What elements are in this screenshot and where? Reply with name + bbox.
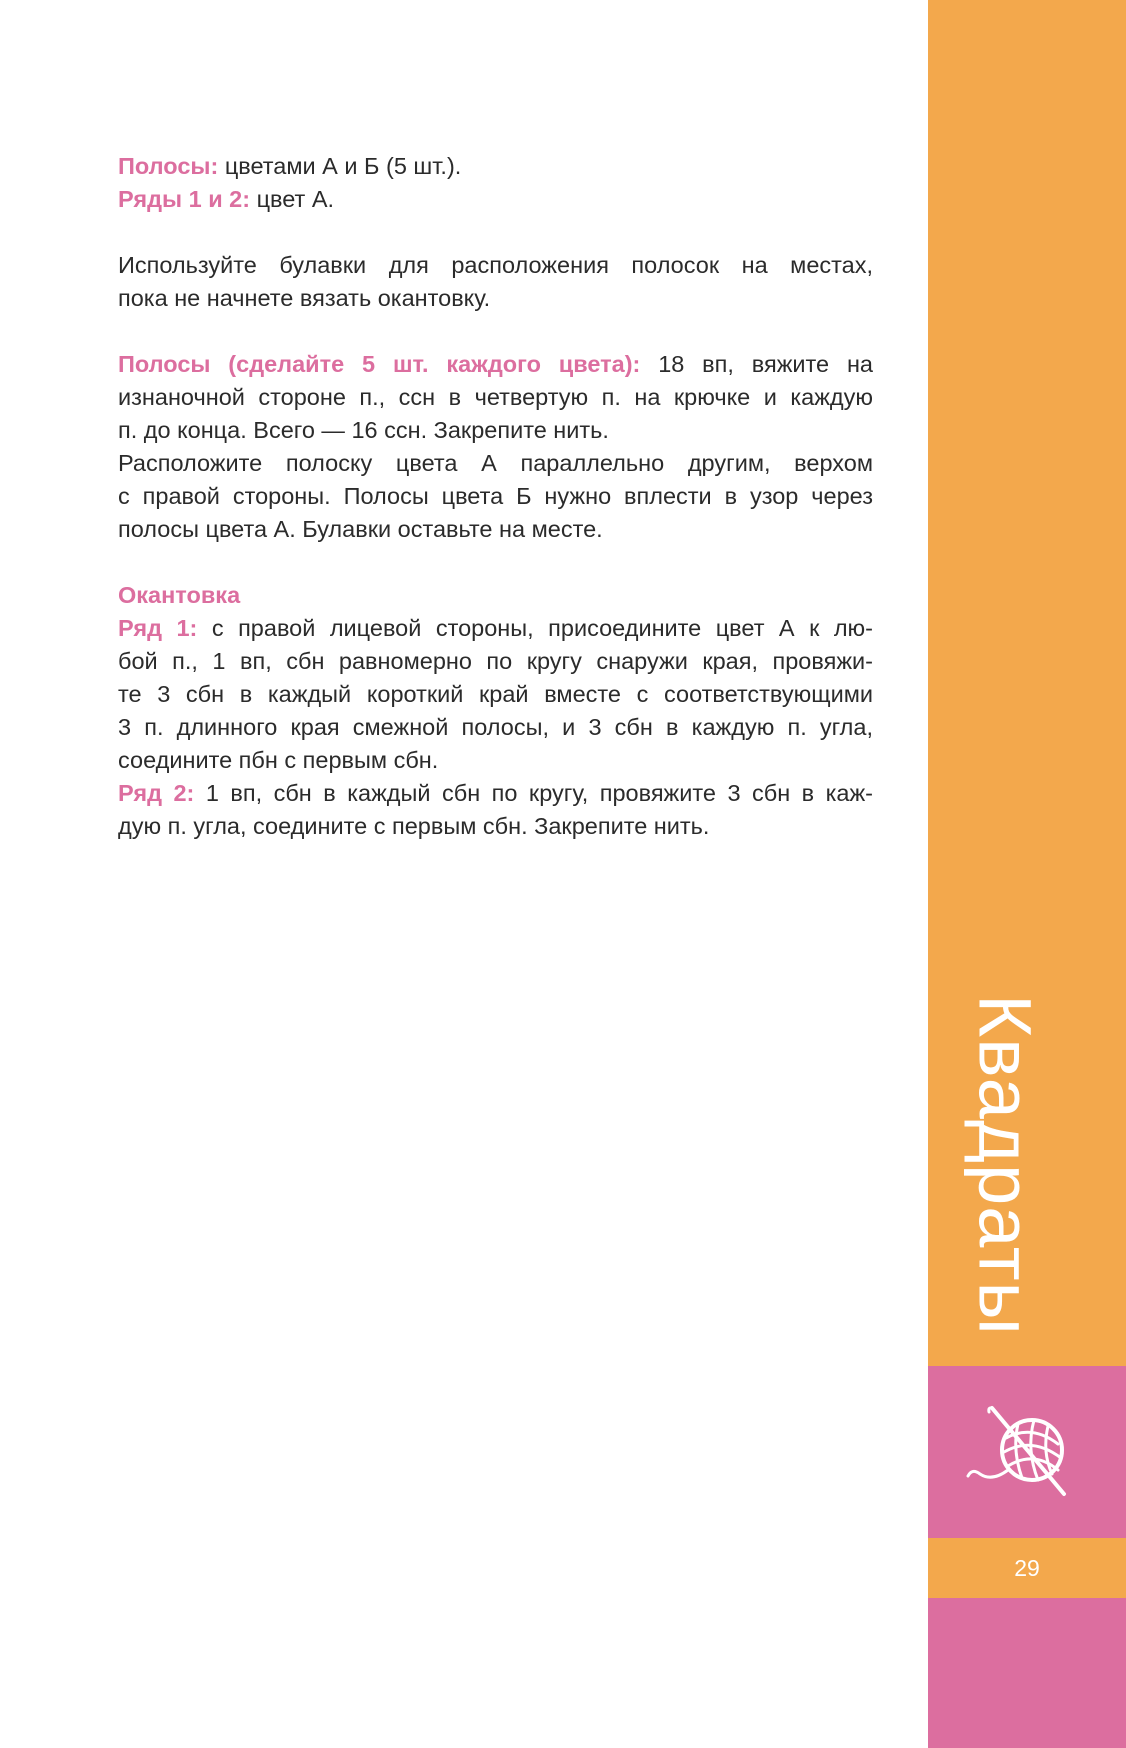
text-strips: цветами А и Б (5 шт.). <box>218 153 462 179</box>
sidebar-pink-bottom <box>928 1598 1126 1748</box>
main-text <box>118 150 873 843</box>
text-line: с правой лицевой стороны, присоедините цвет А к лю- <box>197 615 874 641</box>
chapter-title: Квадраты <box>963 994 1047 1336</box>
text-line: те 3 сбн в каждый короткий край вместе с соответствующими <box>118 681 873 707</box>
label-rows-1-2: Ряды 1 и 2: <box>118 186 251 212</box>
sidebar-pink-icon-block <box>928 1366 1126 1538</box>
paragraph-pins <box>118 249 873 315</box>
paragraph-edging <box>118 579 873 843</box>
text-line: соедините пбн с первым сбн. <box>118 747 439 773</box>
text-line: полосы цвета А. Булавки оставьте на месте. <box>118 516 603 542</box>
text-line: с правой стороны. Полосы цвета Б нужно вплести в узор через <box>118 483 873 509</box>
paragraph-strips <box>118 150 873 183</box>
label-row-1: Ряд 1: <box>118 615 198 641</box>
text-line: п. до конца. Всего — 16 ссн. Закрепите нить. <box>118 417 609 443</box>
label-strips: Полосы: <box>118 153 219 179</box>
label-make-strips: Полосы (сделайте 5 шт. каждого цвета): <box>118 351 641 377</box>
text-line: 18 вп, вяжите на <box>640 351 873 377</box>
chapter-title-wrap <box>945 975 1065 1355</box>
text-line: бой п., 1 вп, сбн равномерно по кругу снаружи края, провяжи- <box>118 648 873 674</box>
text-line: дую п. угла, соедините с первым сбн. Закрепите нить. <box>118 813 710 839</box>
yarn-ball-hook-icon <box>966 1404 1086 1504</box>
label-row-2: Ряд 2: <box>118 780 195 806</box>
text-line: изнаночной стороне п., ссн в четвертую п. на крючке и каждую <box>118 384 873 410</box>
text-line: Расположите полоску цвета А параллельно другим, верхом <box>118 450 873 476</box>
heading-edging: Окантовка <box>118 582 241 608</box>
page-number: 29 <box>1014 1555 1040 1581</box>
text-line: пока не начнете вязать окантовку. <box>118 285 491 311</box>
sidebar-page-number-band <box>928 1538 1126 1598</box>
text-line: 1 вп, сбн в каждый сбн по кругу, провяжите 3 сбн в каж- <box>194 780 874 806</box>
text-rows-1-2: цвет А. <box>250 186 335 212</box>
paragraph-make-strips <box>118 348 873 546</box>
text-line: 3 п. длинного края смежной полосы, и 3 сбн в каждую п. угла, <box>118 714 873 740</box>
text-line: Используйте булавки для расположения полосок на местах, <box>118 252 873 278</box>
paragraph-rows-1-2 <box>118 183 873 216</box>
